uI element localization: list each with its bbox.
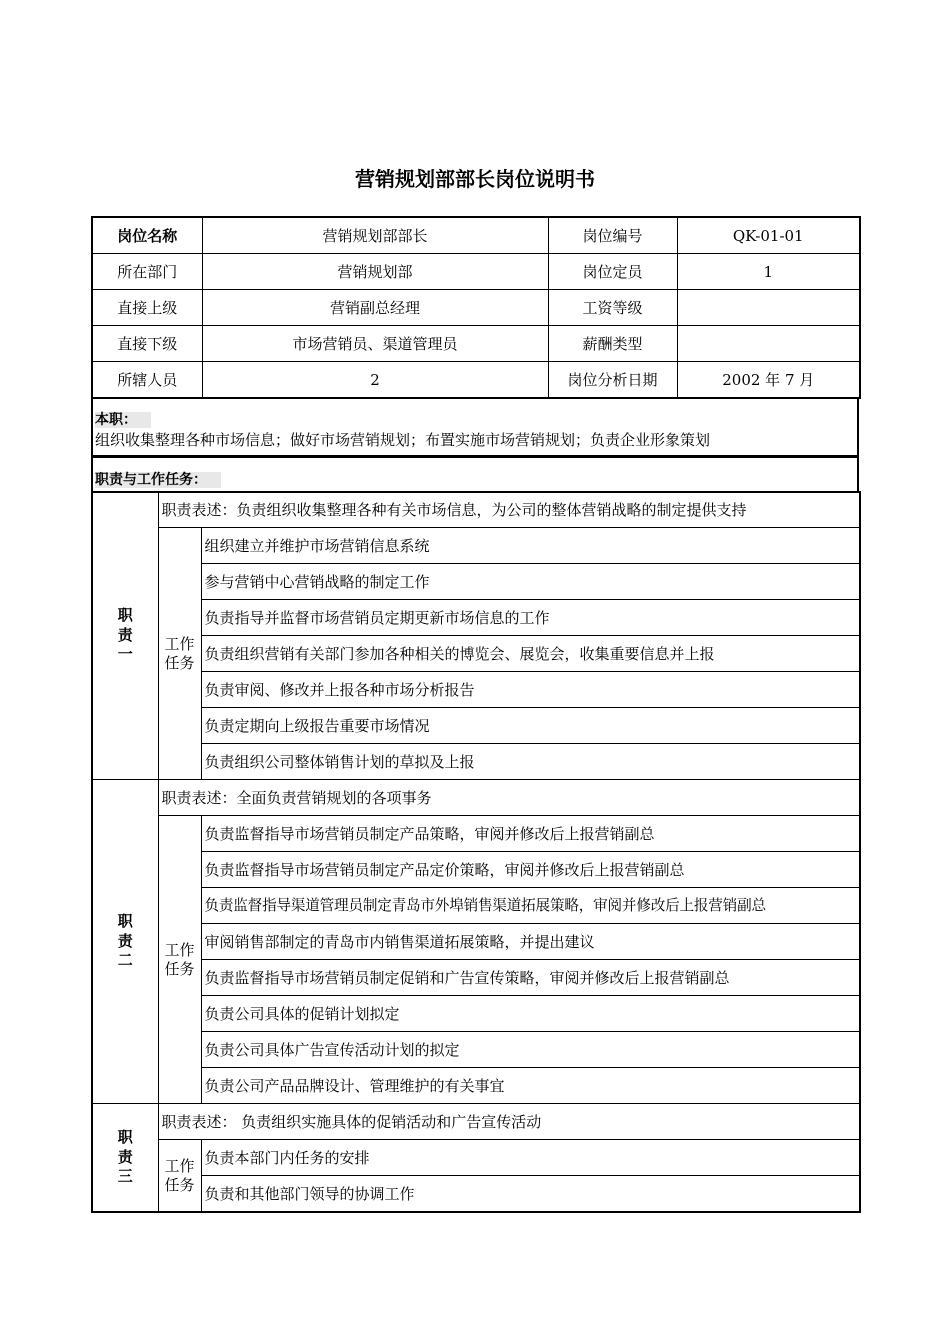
- task-item: 负责审阅、修改并上报各种市场分析报告: [201, 672, 860, 708]
- task-label: 工作 任务: [158, 528, 201, 780]
- duty-label: 职 责 二: [92, 780, 158, 1104]
- task-item: 负责公司具体广告宣传活动计划的拟定: [201, 1032, 860, 1068]
- task-row: [92, 672, 860, 708]
- info-label: 岗位分析日期: [548, 362, 677, 399]
- info-row: [92, 217, 860, 254]
- task-item: 负责监督指导市场营销员制定促销和广告宣传策略，审阅并修改后上报营销副总: [201, 960, 860, 996]
- task-row: [92, 1140, 860, 1176]
- duty-description: 职责表述：负责组织收集整理各种有关市场信息，为公司的整体营销战略的制定提供支持: [158, 492, 860, 528]
- duty-description-row: [92, 780, 860, 816]
- task-item: 负责定期向上级报告重要市场情况: [201, 708, 860, 744]
- task-row: [92, 1032, 860, 1068]
- info-row: [92, 254, 860, 290]
- duty-description-row: [92, 1104, 860, 1140]
- info-value: 营销规划部部长: [202, 217, 548, 254]
- task-item: 负责组织公司整体销售计划的草拟及上报: [201, 744, 860, 780]
- task-item: 负责和其他部门领导的协调工作: [201, 1176, 860, 1213]
- duty-description: 职责表述： 负责组织实施具体的促销活动和广告宣传活动: [158, 1104, 860, 1140]
- info-value: 1: [677, 254, 860, 290]
- task-row: [92, 960, 860, 996]
- task-item: 负责监督指导市场营销员制定产品定价策略，审阅并修改后上报营销副总: [201, 852, 860, 888]
- task-item: 负责公司具体的促销计划拟定: [201, 996, 860, 1032]
- info-value: [677, 326, 860, 362]
- info-label: 薪酬类型: [548, 326, 677, 362]
- task-item: 负责监督指导渠道管理员制定青岛市外埠销售渠道拓展策略，审阅并修改后上报营销副总: [201, 888, 860, 924]
- info-label: 岗位编号: [548, 217, 677, 254]
- duty-label: 职 责 一: [92, 492, 158, 780]
- task-item: 负责指导并监督市场营销员定期更新市场信息的工作: [201, 600, 860, 636]
- duty-description-row: [92, 492, 860, 528]
- duty-label: 职 责 三: [92, 1104, 158, 1213]
- task-row: [92, 1068, 860, 1104]
- task-row: [92, 924, 860, 960]
- info-value: QK-01-01: [677, 217, 860, 254]
- info-label: 所在部门: [92, 254, 202, 290]
- task-row: [92, 636, 860, 672]
- info-value: 市场营销员、渠道管理员: [202, 326, 548, 362]
- info-row: [92, 326, 860, 362]
- info-row: [92, 362, 860, 399]
- info-label: 直接下级: [92, 326, 202, 362]
- info-label: 工资等级: [548, 290, 677, 326]
- task-row: [92, 996, 860, 1032]
- duties-section-header: [91, 456, 859, 493]
- basic-info-table: [91, 216, 861, 399]
- task-row: [92, 744, 860, 780]
- info-label: 岗位名称: [92, 217, 202, 254]
- task-row: [92, 600, 860, 636]
- task-item: 组织建立并维护市场营销信息系统: [201, 528, 860, 564]
- task-row: [92, 564, 860, 600]
- task-row: [92, 888, 860, 924]
- task-item: 负责本部门内任务的安排: [201, 1140, 860, 1176]
- task-item: 参与营销中心营销战略的制定工作: [201, 564, 860, 600]
- task-row: [92, 852, 860, 888]
- info-value: 营销副总经理: [202, 290, 548, 326]
- job-summary-section: [91, 397, 859, 457]
- task-row: [92, 708, 860, 744]
- info-row: [92, 290, 860, 326]
- info-value: 2: [202, 362, 548, 399]
- task-label: 工作 任务: [158, 816, 201, 1104]
- task-item: 负责组织营销有关部门参加各种相关的博览会、展览会，收集重要信息并上报: [201, 636, 860, 672]
- job-summary-header: 本职：: [95, 409, 151, 429]
- duty-description: 职责表述：全面负责营销规划的各项事务: [158, 780, 860, 816]
- info-value: 营销规划部: [202, 254, 548, 290]
- info-label: 岗位定员: [548, 254, 677, 290]
- duties-table: [91, 491, 861, 1213]
- task-row: [92, 1176, 860, 1213]
- info-label: 直接上级: [92, 290, 202, 326]
- info-value: [677, 290, 860, 326]
- task-row: [92, 816, 860, 852]
- page-title: 营销规划部部长岗位说明书: [355, 167, 595, 191]
- task-row: [92, 528, 860, 564]
- info-value: 2002 年 7 月: [677, 362, 860, 399]
- task-item: 负责公司产品品牌设计、管理维护的有关事宜: [201, 1068, 860, 1104]
- duties-header-label: 职责与工作任务：: [95, 472, 221, 488]
- info-label: 所辖人员: [92, 362, 202, 399]
- task-item: 审阅销售部制定的青岛市内销售渠道拓展策略，并提出建议: [201, 924, 860, 960]
- job-summary-text: 组织收集整理各种市场信息；做好市场营销规划；布置实施市场营销规划；负责企业形象策划: [95, 431, 711, 449]
- task-item: 负责监督指导市场营销员制定产品策略，审阅并修改后上报营销副总: [201, 816, 860, 852]
- task-label: 工作 任务: [158, 1140, 201, 1213]
